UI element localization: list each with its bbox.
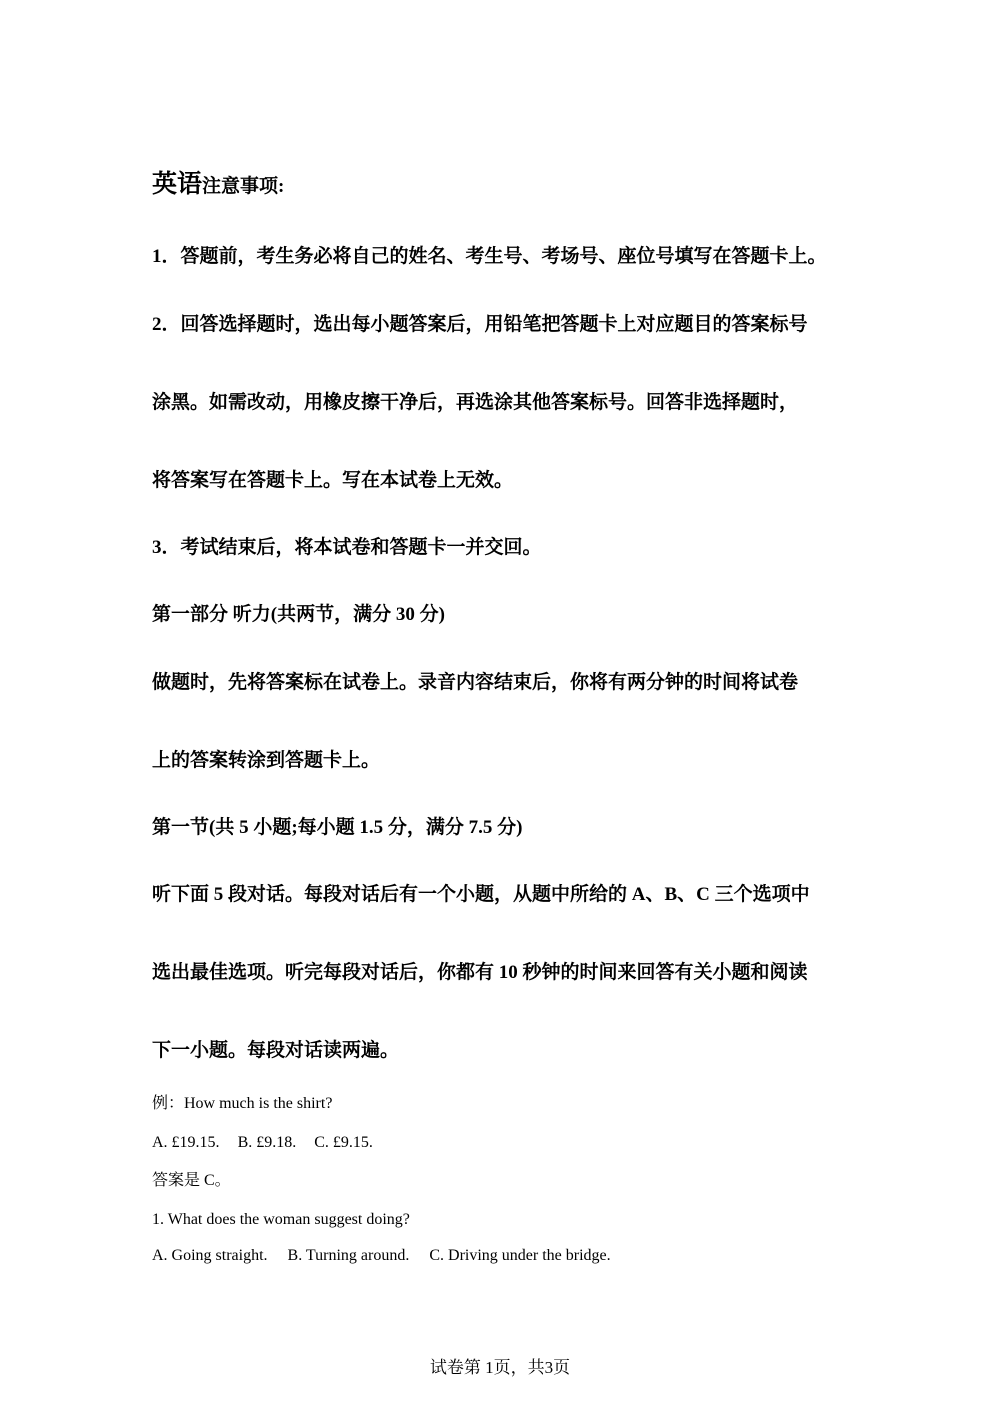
notice-item-1: 1．答题前，考生务必将自己的姓名、考生号、考场号、座位号填写在答题卡上。 xyxy=(152,246,827,267)
part1-intro-line-2: 上的答案转涂到答题卡上。 xyxy=(152,750,381,771)
question-1-option-b: B. Turning around. xyxy=(287,1247,410,1264)
section1-intro-line-1: 听下面 5 段对话。每段对话后有一个小题，从题中所给的 A、B、C 三个选项中 xyxy=(152,884,810,905)
question-1-text: 1. What does the woman suggest doing? xyxy=(152,1211,410,1228)
example-question: 例：How much is the shirt? xyxy=(152,1095,333,1112)
section1-intro-line-3: 下一小题。每段对话读两遍。 xyxy=(152,1040,400,1061)
notice-item-2-line-2: 涂黑。如需改动，用橡皮擦干净后，再选涂其他答案标号。回答非选择题时， xyxy=(152,392,799,413)
example-option-c: C. £9.15. xyxy=(314,1134,373,1151)
part1-intro-line-1: 做题时，先将答案标在试卷上。录音内容结束后，你将有两分钟的时间将试卷 xyxy=(152,672,799,693)
section1-intro-line-2: 选出最佳选项。听完每段对话后，你都有 10 秒钟的时间来回答有关小题和阅读 xyxy=(152,962,808,983)
question-1-option-a: A. Going straight. xyxy=(152,1247,268,1264)
question-1-options xyxy=(152,1248,611,1264)
example-option-b: B. £9.18. xyxy=(237,1134,297,1151)
example-option-a: A. £19.15. xyxy=(152,1134,220,1151)
page-title xyxy=(152,172,284,197)
notice-item-2-line-1: 2．回答选择题时，选出每小题答案后，用铅笔把答题卡上对应题目的答案标号 xyxy=(152,314,808,335)
notice-heading: 注意事项: xyxy=(202,176,285,197)
page-footer: 试卷第 1页，共3页 xyxy=(429,1358,571,1377)
question-1-option-c: C. Driving under the bridge. xyxy=(429,1247,611,1264)
section1-title: 第一节(共 5 小题;每小题 1.5 分，满分 7.5 分) xyxy=(152,817,523,838)
part1-title: 第一部分 听力(共两节，满分 30 分) xyxy=(152,604,445,625)
notice-item-3: 3．考试结束后，将本试卷和答题卡一并交回。 xyxy=(152,537,542,558)
notice-item-2-line-3: 将答案写在答题卡上。写在本试卷上无效。 xyxy=(152,470,514,491)
subject-title: 英语 xyxy=(152,171,203,198)
example-answer: 答案是 C。 xyxy=(152,1172,231,1189)
example-options xyxy=(152,1135,373,1151)
